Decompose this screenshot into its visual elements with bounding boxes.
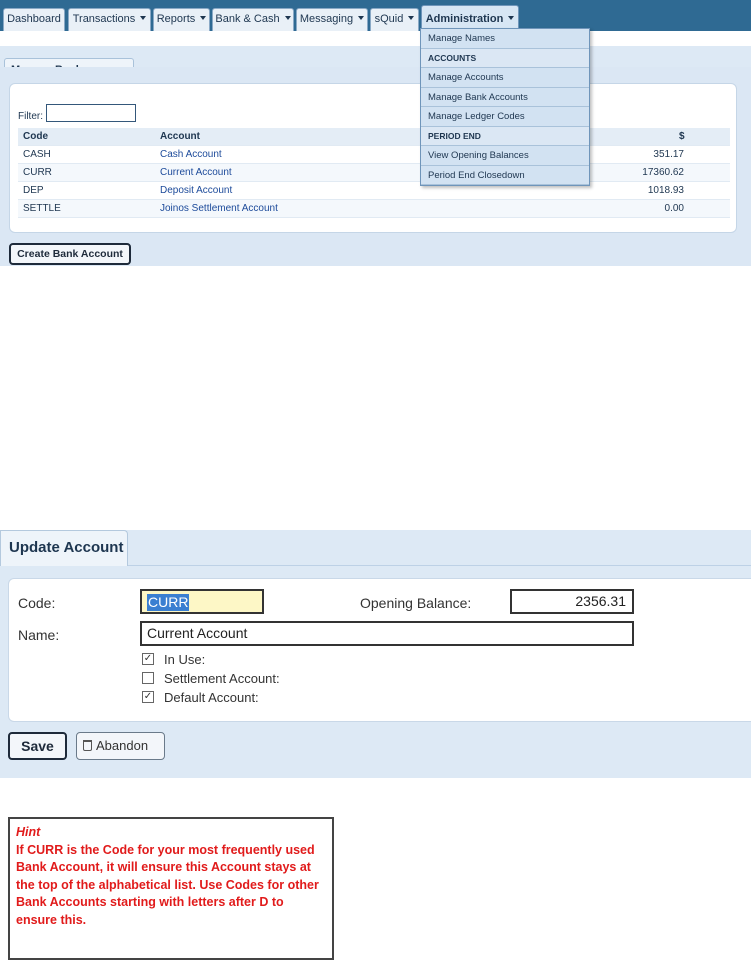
menu-item-view-opening-balances[interactable]: View Opening Balances [421, 146, 589, 166]
nav-tab-squid[interactable] [370, 8, 419, 31]
nav-tab-bank-cash[interactable] [212, 8, 294, 31]
menu-item-manage-bank-accounts[interactable]: Manage Bank Accounts [421, 88, 589, 108]
filter-input[interactable] [46, 104, 136, 122]
nav-tab-label: Dashboard [7, 13, 61, 25]
row-balance: 0.00 [664, 203, 684, 214]
name-label: Name: [18, 627, 60, 643]
trash-icon [83, 740, 92, 751]
menu-section-accounts: ACCOUNTS [421, 49, 589, 69]
update-account-panel [0, 530, 751, 778]
hint-box [8, 817, 334, 960]
chevron-down-icon [408, 16, 414, 20]
default-account-label: Default Account: [164, 690, 259, 705]
nav-tab-transactions[interactable] [68, 8, 151, 31]
settlement-account-label: Settlement Account: [164, 671, 280, 686]
administration-dropdown-menu [420, 28, 590, 186]
nav-tab-label: Messaging [299, 13, 354, 25]
bank-accounts-container [9, 83, 737, 233]
code-input-value: CURR [148, 594, 189, 610]
hint-title: Hint [16, 825, 41, 839]
menu-item-manage-ledger-codes[interactable]: Manage Ledger Codes [421, 107, 589, 127]
in-use-label: In Use: [164, 652, 206, 667]
table-row[interactable] [18, 146, 730, 164]
table-row[interactable] [18, 164, 730, 182]
nav-tab-label: sQuid [374, 13, 404, 25]
row-code: CASH [23, 149, 51, 160]
create-bank-account-button[interactable]: Create Bank Account [9, 243, 131, 265]
menu-item-manage-accounts[interactable]: Manage Accounts [421, 68, 589, 88]
nav-tab-label: Reports [156, 13, 196, 25]
chevron-down-icon [200, 16, 206, 20]
abandon-button[interactable] [76, 732, 165, 760]
menu-section-period-end: PERIOD END [421, 127, 589, 147]
row-code: CURR [23, 167, 52, 178]
tab-update-account[interactable] [0, 530, 128, 566]
row-balance: 1018.93 [647, 185, 684, 196]
chevron-down-icon [508, 16, 514, 20]
nav-tab-label: Transactions [72, 13, 136, 25]
column-header-code[interactable]: Code [23, 131, 48, 142]
tab-label: Update Account [9, 539, 124, 556]
code-input[interactable] [140, 589, 264, 614]
filter-label: Filter: [18, 111, 43, 122]
menu-item-period-end-closedown[interactable]: Period End Closedown [421, 166, 589, 186]
opening-balance-label: Opening Balance: [360, 595, 472, 611]
name-input[interactable]: Current Account [140, 621, 634, 646]
settlement-account-checkbox[interactable] [142, 672, 154, 684]
panel-tab-strip [0, 530, 751, 566]
row-account-link[interactable]: Current Account [160, 167, 232, 178]
hint-text: If CURR is the Code for your most frequently used Bank Account, it will ensure this Account stays at the top of the alphabetical list. Use Codes for other Bank Accounts starting with letters after D to ensure this. [16, 842, 319, 927]
row-balance: 351.17 [653, 149, 684, 160]
chevron-down-icon [285, 16, 291, 20]
column-header-currency[interactable]: $ [679, 131, 685, 142]
in-use-checkbox[interactable]: ✓ [143, 653, 153, 664]
top-navigation-bar [0, 0, 751, 31]
column-header-account[interactable]: Account [160, 131, 200, 142]
row-account-link[interactable]: Cash Account [160, 149, 222, 160]
row-code: DEP [23, 185, 44, 196]
nav-tab-reports[interactable] [153, 8, 210, 31]
menu-item-manage-names[interactable]: Manage Names [421, 29, 589, 49]
manage-bank-accounts-panel [0, 31, 751, 266]
opening-balance-input[interactable]: 2356.31 [510, 589, 634, 614]
nav-tab-dashboard[interactable] [3, 8, 65, 31]
row-account-link[interactable]: Deposit Account [160, 185, 233, 196]
panel-body [0, 67, 751, 266]
save-button[interactable]: Save [8, 732, 67, 760]
row-balance: 17360.62 [642, 167, 684, 178]
default-account-checkbox[interactable]: ✓ [143, 691, 153, 702]
table-header-row [18, 128, 730, 146]
table-row[interactable] [18, 200, 730, 218]
bank-accounts-table [18, 128, 730, 218]
table-row[interactable] [18, 182, 730, 200]
chevron-down-icon [358, 16, 364, 20]
row-code: SETTLE [23, 203, 61, 214]
nav-tab-label: Administration [425, 13, 504, 25]
nav-tab-messaging[interactable] [296, 8, 368, 31]
row-account-link[interactable]: Joinos Settlement Account [160, 203, 278, 214]
nav-tab-label: Bank & Cash [215, 13, 280, 25]
abandon-button-label: Abandon [96, 738, 149, 753]
chevron-down-icon [140, 16, 146, 20]
code-label: Code: [18, 595, 56, 611]
